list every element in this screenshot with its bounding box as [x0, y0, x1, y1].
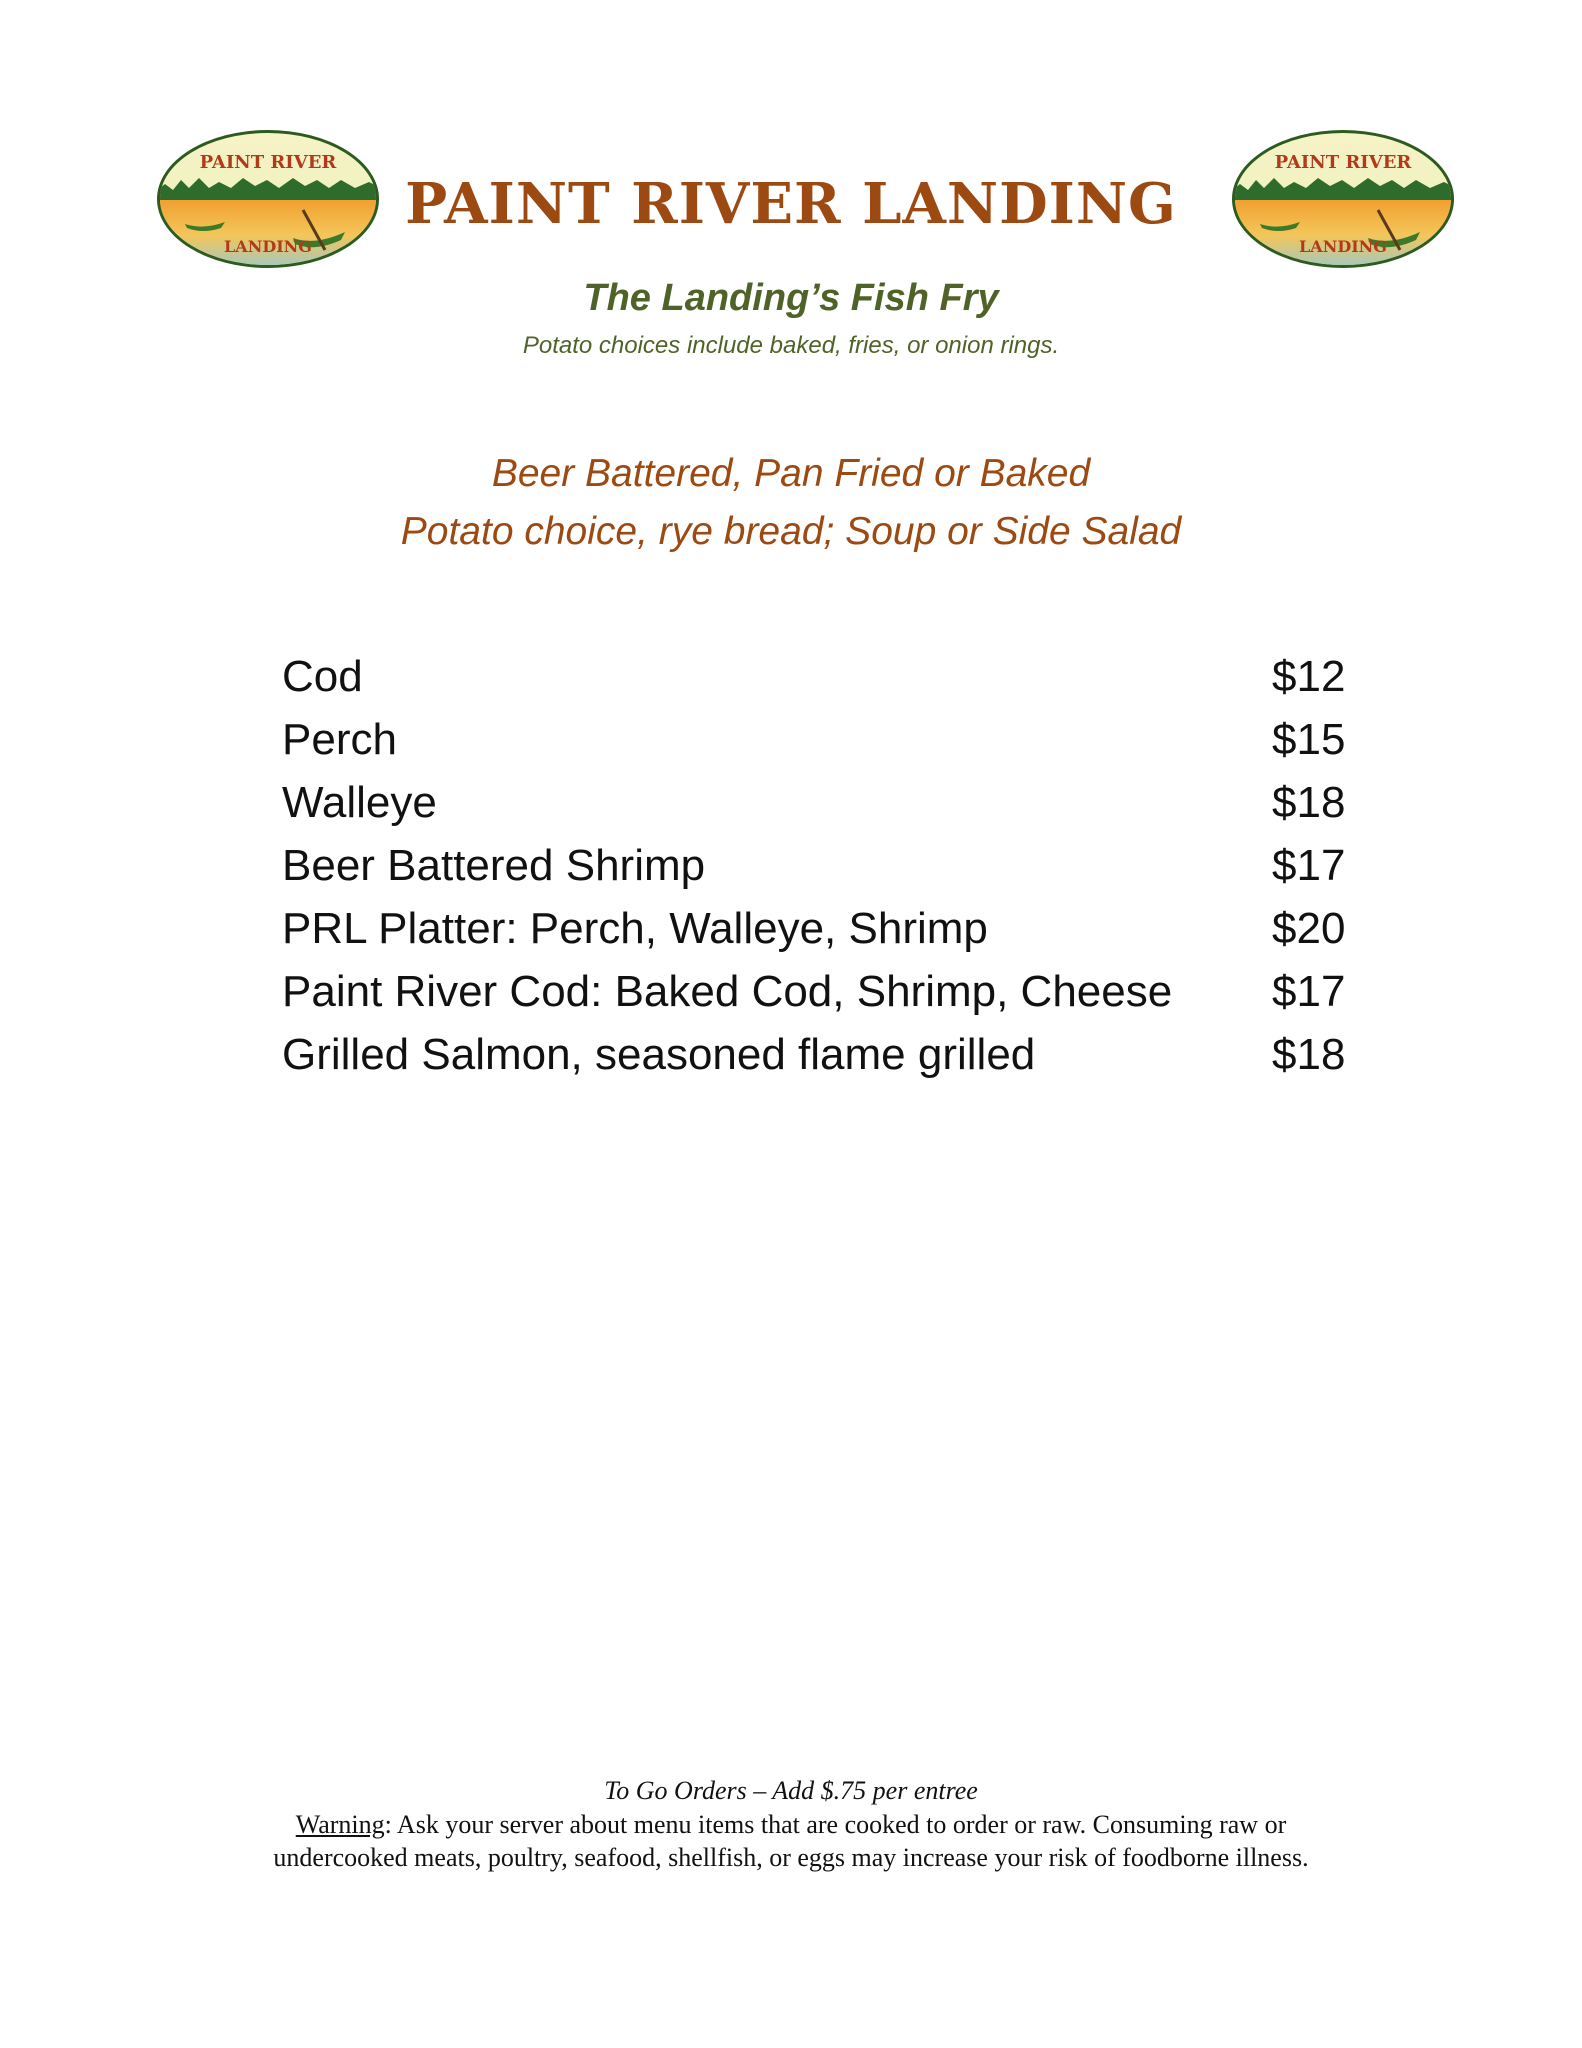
- menu-item-price: $15: [1272, 715, 1346, 764]
- menu-subtitle: The Landing’s Fish Fry: [583, 277, 999, 319]
- menu-item-price: $17: [1272, 841, 1346, 890]
- menu-item-name: PRL Platter: Perch, Walleye, Shrimp: [282, 904, 988, 953]
- svg-text:PAINT RIVER: PAINT RIVER: [1274, 152, 1412, 173]
- menu-item-price: $18: [1272, 1030, 1346, 1079]
- menu-item-name: Walleye: [282, 778, 437, 827]
- preparation-styles: Beer Battered, Pan Fried or Baked: [491, 452, 1091, 495]
- page-title: PAINT RIVER LANDING: [405, 171, 1177, 237]
- svg-text:LANDING: LANDING: [1299, 237, 1387, 256]
- warning-line-1: : Ask your server about menu items that are cooked to order or raw. Consuming raw or: [384, 1810, 1287, 1839]
- menu-item-price: $12: [1272, 652, 1346, 701]
- menu-item: [282, 1023, 1382, 1086]
- menu-item-name: Perch: [282, 715, 397, 764]
- menu-item-name: Cod: [282, 652, 363, 701]
- svg-text:PAINT RIVER: PAINT RIVER: [199, 152, 337, 173]
- svg-text:LANDING: LANDING: [224, 237, 312, 256]
- potato-choices-note: Potato choices include baked, fries, or onion rings.: [522, 332, 1060, 359]
- menu-item: [282, 960, 1382, 1023]
- menu-item-price: $18: [1272, 778, 1346, 827]
- menu-item-price: $17: [1272, 967, 1346, 1016]
- menu-item-name: Grilled Salmon, seasoned flame grilled: [282, 1030, 1036, 1079]
- menu-item-name: Beer Battered Shrimp: [282, 841, 706, 890]
- menu-list: [282, 645, 1382, 1086]
- menu-item: [282, 708, 1382, 771]
- warning-line-2: undercooked meats, poultry, seafood, shellfish, or eggs may increase your risk of foodborne illness.: [273, 1843, 1309, 1872]
- menu-item-name: Paint River Cod: Baked Cod, Shrimp, Cheese: [282, 967, 1173, 1016]
- menu-item: [282, 897, 1382, 960]
- footer: [0, 1774, 1582, 1874]
- menu-item: [282, 771, 1382, 834]
- warning-label: Warning: [295, 1810, 385, 1839]
- menu-item: [282, 834, 1382, 897]
- menu-item: [282, 645, 1382, 708]
- to-go-note: To Go Orders – Add $.75 per entree: [604, 1776, 978, 1805]
- included-sides: Potato choice, rye bread; Soup or Side Salad: [400, 510, 1182, 553]
- warning-text: [0, 1808, 1582, 1841]
- menu-item-price: $20: [1272, 904, 1346, 953]
